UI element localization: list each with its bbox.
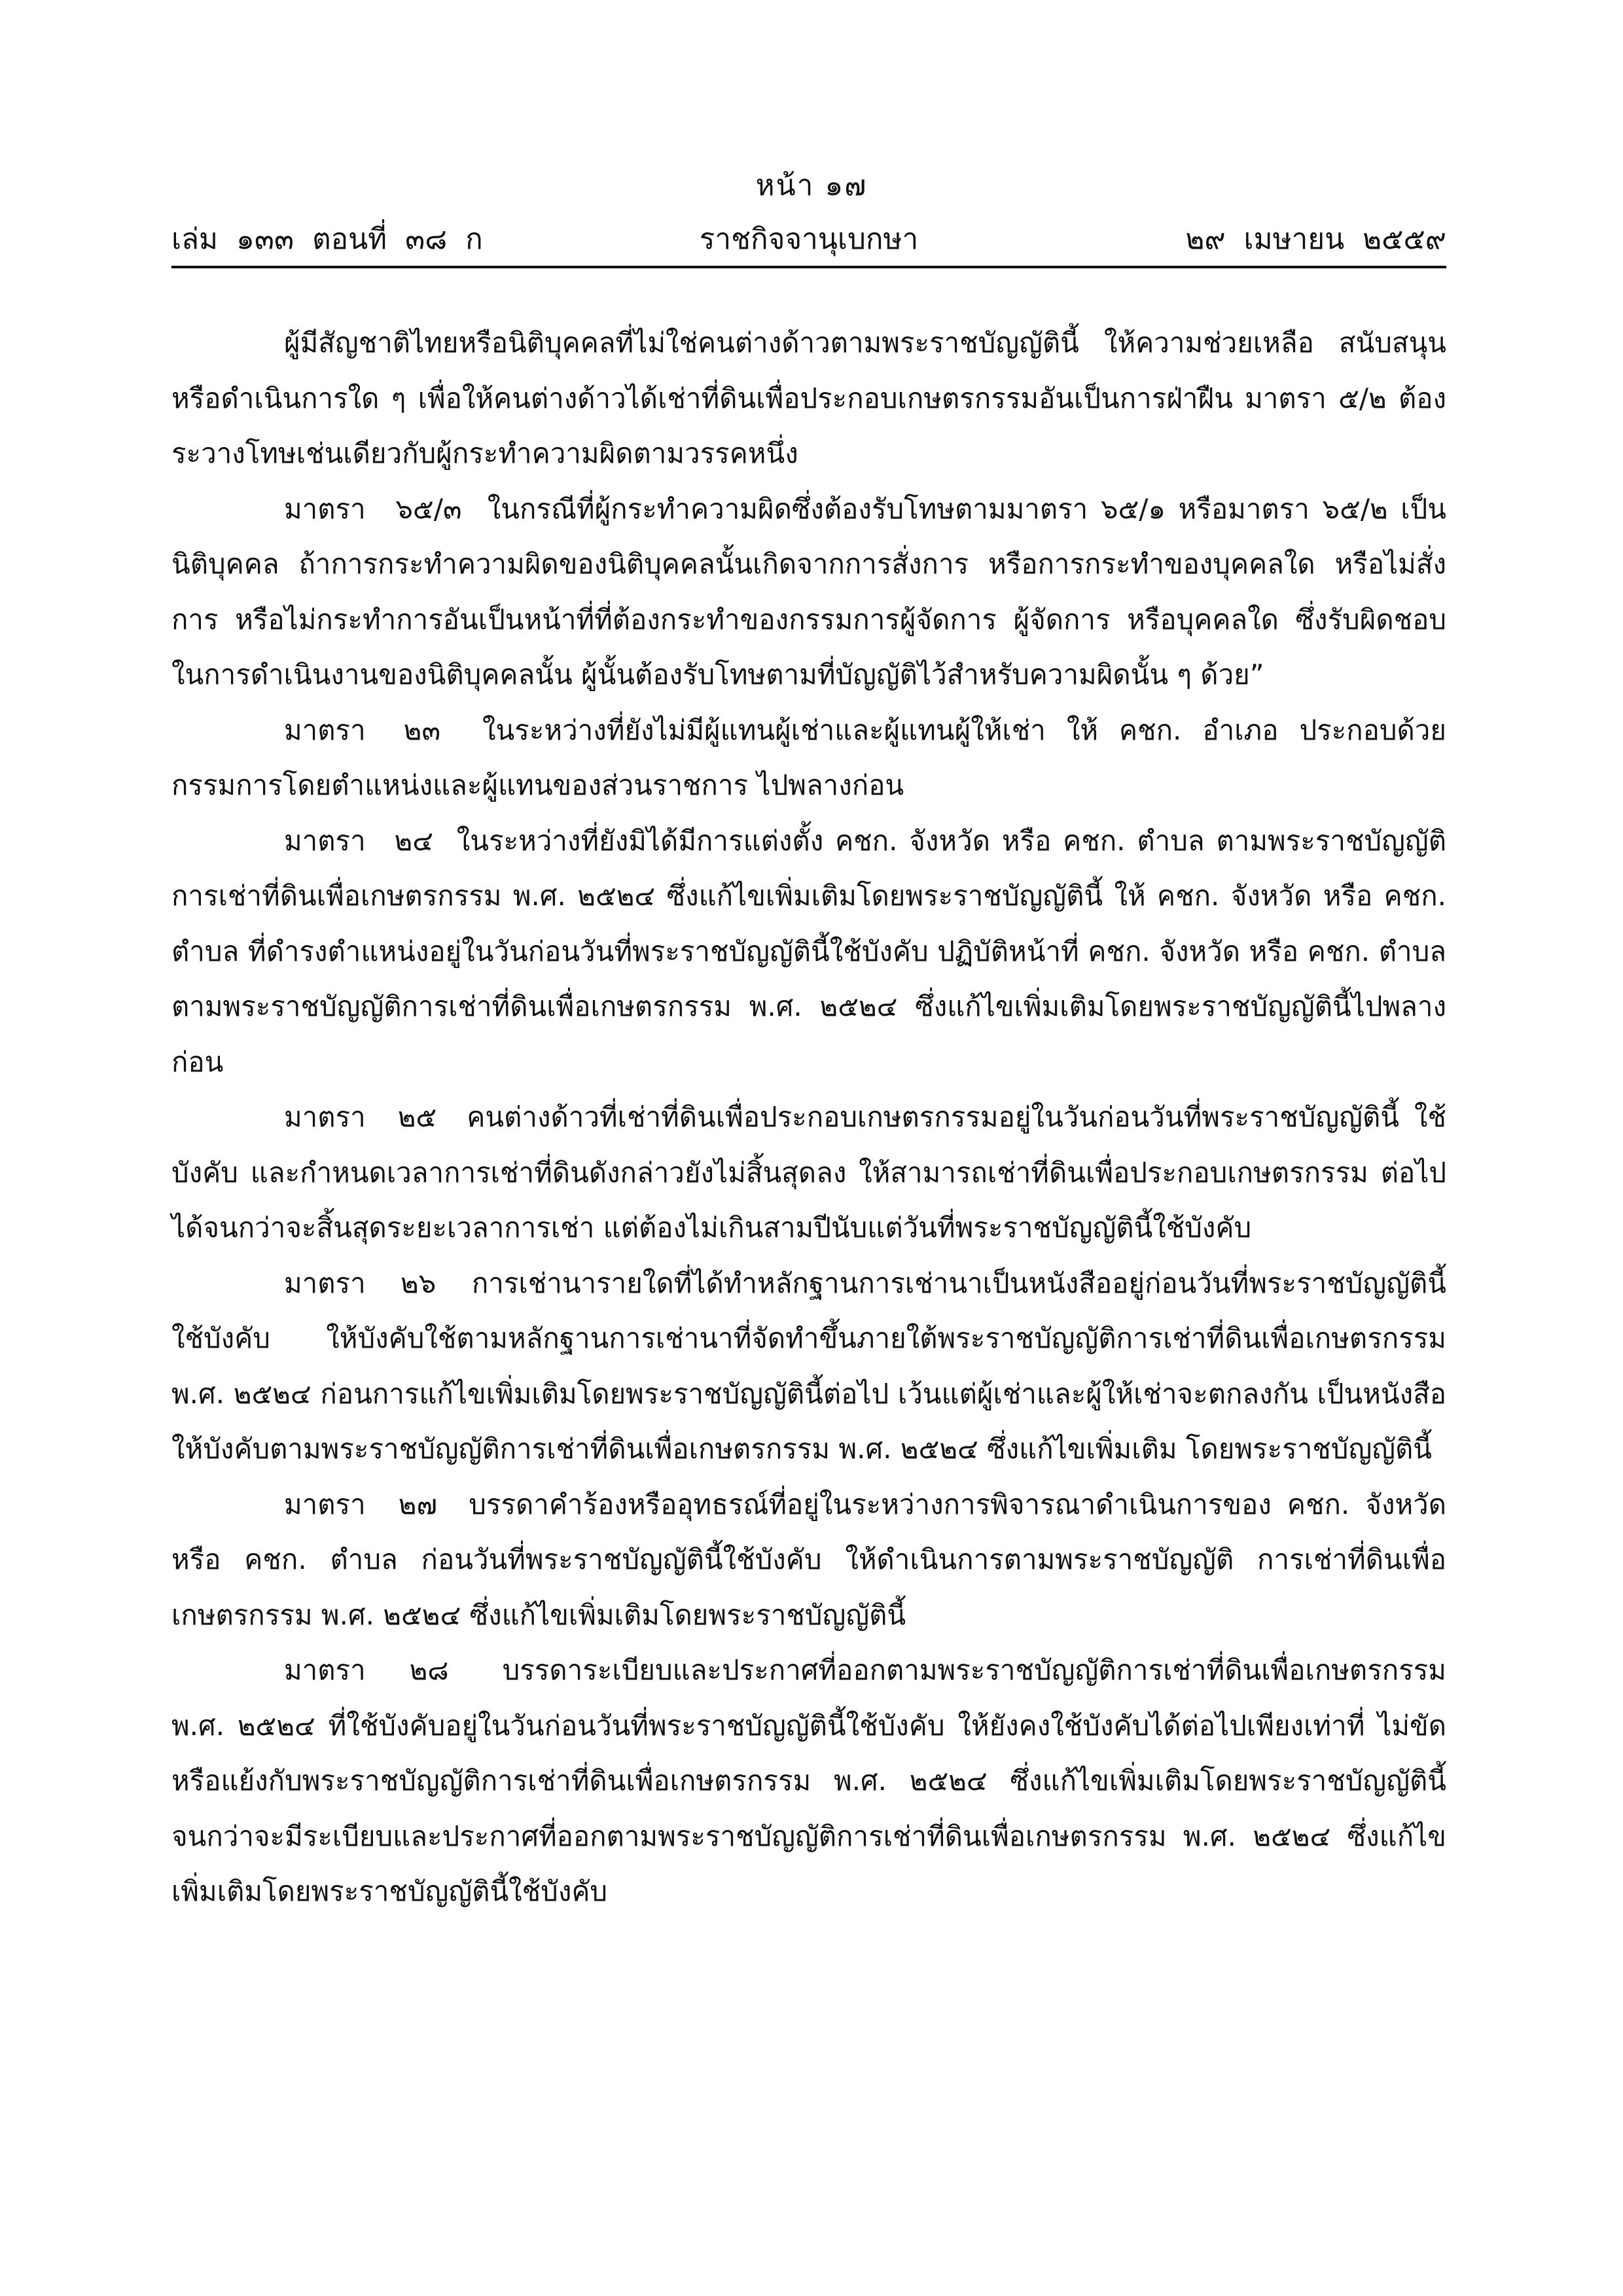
publication-date: ๒๙ เมษายน ๒๕๕๙ — [1185, 223, 1446, 256]
section-23 — [171, 703, 1446, 814]
page-number: หน้า ๑๗ — [755, 169, 868, 202]
section-number: มาตรา ๒๔ — [284, 824, 434, 857]
publication-title: ราชกิจจานุเบกษา — [699, 223, 919, 256]
section-25 — [171, 1090, 1446, 1256]
section-65-3 — [171, 482, 1446, 703]
section-27 — [171, 1477, 1446, 1643]
running-header — [171, 216, 1446, 262]
section-number: มาตรา ๒๗ — [284, 1488, 438, 1520]
paragraph-text: ในกรณีที่ผู้กระทำความผิดซึ่งต้องรับโทษตามมาตรา ๖๕/๑ หรือมาตรา ๖๕/๒ เป็นนิติบุคคล ถ้าการกระทำความผิดของนิติบุคคลนั้นเกิดจากการสั่งการ หรือการกระทำของบุคคลใด หรือไม่สั่งการ หรือไม่กระทำการอันเป็นหน้าที่ที่ต้องกระทำของกรรมการผู้จัดการ ผู้จัดการ หรือบุคคลใด ซึ่งรับผิดชอบในการดำเนินงานของนิติบุคคลนั้น ผู้นั้นต้องรับโทษตามที่บัญญัติไว้สำหรับความผิดนั้น ๆ ด้วย” — [171, 492, 1446, 691]
section-26 — [171, 1256, 1446, 1477]
section-number: มาตรา ๒๕ — [284, 1101, 437, 1133]
paragraph-text: ในระหว่างที่ยังไม่มีผู้แทนผู้เช่าและผู้แทนผู้ให้เช่า ให้ คชก. อำเภอ ประกอบด้วยกรรมการโดยตำแหน่งและผู้แทนของส่วนราชการ ไปพลางก่อน — [171, 713, 1447, 801]
paragraph-text: บรรดาระเบียบและประกาศที่ออกตามพระราชบัญญัติการเช่าที่ดินเพื่อเกษตรกรรม พ.ศ. ๒๕๒๔ ที่ใช้บังคับอยู่ในวันก่อนวันที่พระราชบัญญัตินี้ใช้บังคับ ให้ยังคงใช้บังคับได้ต่อไปเพียงเท่าที่ ไม่ขัดหรือแย้งกับพระราชบัญญัติการเช่าที่ดินเพื่อเกษตรกรรม พ.ศ. ๒๕๒๔ ซึ่งแก้ไขเพิ่มเติมโดยพระราชบัญญัตินี้ จนกว่าจะมีระเบียบและประกาศที่ออกตามพระราชบัญญัติการเช่าที่ดินเพื่อเกษตรกรรม พ.ศ. ๒๕๒๔ ซึ่งแก้ไขเพิ่มเติมโดยพระราชบัญญัตินี้ใช้บังคับ — [171, 1654, 1446, 1907]
volume-issue: เล่ม ๑๓๓ ตอนที่ ๓๘ ก — [171, 223, 483, 256]
paragraph-text: ในระหว่างที่ยังมิได้มีการแต่งตั้ง คชก. จังหวัด หรือ คชก. ตำบล ตามพระราชบัญญัติการเช่าที่ดินเพื่อเกษตรกรรม พ.ศ. ๒๕๒๔ ซึ่งแก้ไขเพิ่มเติมโดยพระราชบัญญัตินี้ ให้ คชก. จังหวัด หรือ คชก. ตำบล ที่ดำรงตำแหน่งอยู่ในวันก่อนวันที่พระราชบัญญัตินี้ใช้บังคับ ปฏิบัติหน้าที่ คชก. จังหวัด หรือ คชก. ตำบล ตามพระราชบัญญัติการเช่าที่ดินเพื่อเกษตรกรรม พ.ศ. ๒๕๒๔ ซึ่งแก้ไขเพิ่มเติมโดยพระราชบัญญัตินี้ไปพลางก่อน — [171, 824, 1446, 1078]
section-number: มาตรา ๒๖ — [284, 1266, 437, 1299]
paragraph-text: การเช่านารายใดที่ได้ทำหลักฐานการเช่านาเป็นหนังสืออยู่ก่อนวันที่พระราชบัญญัตินี้ ใช้บังคับ ให้บังคับใช้ตามหลักฐานการเช่านาที่จัดทำขึ้นภายใต้พระราชบัญญัติการเช่าที่ดินเพื่อเกษตรกรรม พ.ศ. ๒๕๒๔ ก่อนการแก้ไขเพิ่มเติมโดยพระราชบัญญัตินี้ต่อไป เว้นแต่ผู้เช่าและผู้ให้เช่าจะตกลงกัน เป็นหนังสือให้บังคับตามพระราชบัญญัติการเช่าที่ดินเพื่อเกษตรกรรม พ.ศ. ๒๕๒๔ ซึ่งแก้ไขเพิ่มเติม โดยพระราชบัญญัตินี้ — [171, 1266, 1446, 1465]
section-number: มาตรา ๒๓ — [284, 713, 441, 746]
header-divider — [171, 266, 1446, 268]
paragraph-text: คนต่างด้าวที่เช่าที่ดินเพื่อประกอบเกษตรกรรมอยู่ในวันก่อนวันที่พระราชบัญญัตินี้ ใช้บังคับ และกำหนดเวลาการเช่าที่ดินดังกล่าวยังไม่สิ้นสุดลง ให้สามารถเช่าที่ดินเพื่อประกอบเกษตรกรรม ต่อไปได้จนกว่าจะสิ้นสุดระยะเวลาการเช่า แต่ต้องไม่เกินสามปีนับแต่วันที่พระราชบัญญัตินี้ใช้บังคับ — [171, 1101, 1447, 1244]
section-number: มาตรา ๒๘ — [284, 1654, 449, 1686]
document-body — [171, 315, 1446, 1920]
paragraph-continuation — [171, 315, 1446, 482]
section-24 — [171, 814, 1446, 1090]
section-28 — [171, 1643, 1446, 1920]
paragraph-text: ผู้มีสัญชาติไทยหรือนิติบุคคลที่ไม่ใช่คนต่างด้าวตามพระราชบัญญัตินี้ ให้ความช่วยเหลือ สนับสนุน หรือดำเนินการใด ๆ เพื่อให้คนต่างด้าวได้เช่าที่ดินเพื่อประกอบเกษตรกรรมอันเป็นการฝ่าฝืน มาตรา ๕/๒ ต้องระวางโทษเช่นเดียวกับผู้กระทำความผิดตามวรรคหนึ่ง — [171, 327, 1446, 469]
section-number: มาตรา ๖๕/๓ — [284, 492, 462, 525]
paragraph-text: บรรดาคำร้องหรืออุทธรณ์ที่อยู่ในระหว่างการพิจารณาดำเนินการของ คชก. จังหวัด หรือ คชก. ตำบล ก่อนวันที่พระราชบัญญัตินี้ใช้บังคับ ให้ดำเนินการตามพระราชบัญญัติ การเช่าที่ดินเพื่อเกษตรกรรม พ.ศ. ๒๕๒๔ ซึ่งแก้ไขเพิ่มเติมโดยพระราชบัญญัตินี้ — [171, 1488, 1446, 1631]
